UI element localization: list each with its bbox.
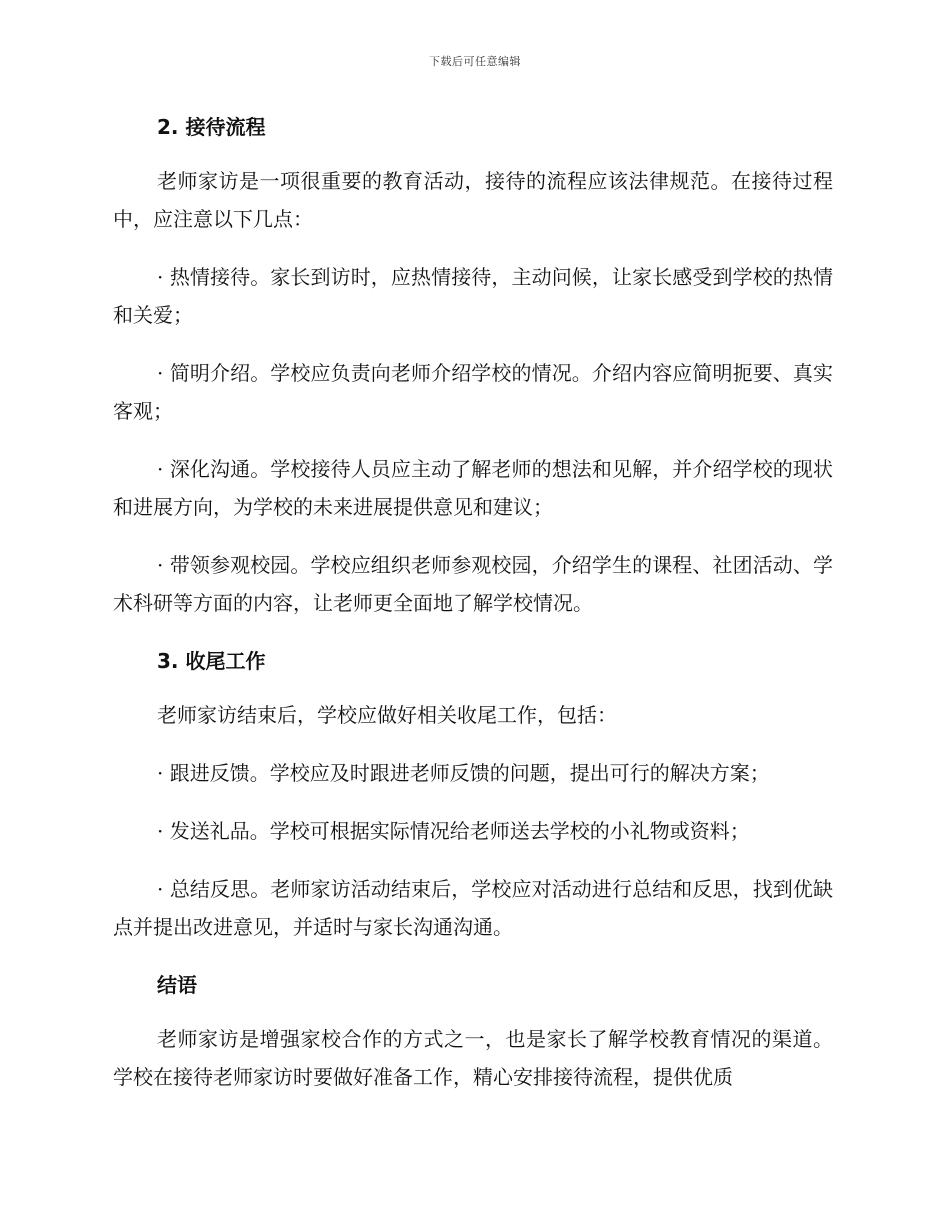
bullet-paragraph: · 跟进反馈。学校应及时跟进老师反馈的问题，提出可行的解决方案； bbox=[157, 761, 770, 785]
section-heading: 结语 bbox=[157, 973, 197, 997]
page-header: 下载后可任意编辑 bbox=[429, 55, 521, 68]
paragraph: 老师家访是增强家校合作的方式之一，也是家长了解学校教育情况的渠道。学校在接待老师家访时要做好准备工作，精心安排接待流程，提供优质 bbox=[113, 1027, 833, 1089]
paragraph: 老师家访是一项很重要的教育活动，接待的流程应该法律规范。在接待过程中，应注意以下几点： bbox=[113, 169, 833, 231]
document-body bbox=[113, 108, 833, 1096]
bullet-paragraph: · 发送礼品。学校可根据实际情况给老师送去学校的小礼物或资料； bbox=[157, 819, 750, 843]
section-heading: 2. 接待流程 bbox=[157, 115, 266, 139]
bullet-paragraph: · 热情接待。家长到访时，应热情接待，主动问候，让家长感受到学校的热情和关爱； bbox=[113, 265, 833, 327]
bullet-paragraph: · 深化沟通。学校接待人员应主动了解老师的想法和见解，并介绍学校的现状和进展方向，为学校的未来进展提供意见和建议； bbox=[113, 457, 833, 519]
section-heading: 3. 收尾工作 bbox=[157, 649, 266, 673]
bullet-paragraph: · 带领参观校园。学校应组织老师参观校园，介绍学生的课程、社团活动、学术科研等方面的内容，让老师更全面地了解学校情况。 bbox=[113, 553, 833, 615]
bullet-paragraph: · 简明介绍。学校应负责向老师介绍学校的情况。介绍内容应简明扼要、真实客观； bbox=[113, 361, 833, 423]
bullet-paragraph: · 总结反思。老师家访活动结束后，学校应对活动进行总结和反思，找到优缺点并提出改进意见，并适时与家长沟通沟通。 bbox=[113, 877, 833, 939]
paragraph: 老师家访结束后，学校应做好相关收尾工作，包括： bbox=[157, 703, 617, 727]
